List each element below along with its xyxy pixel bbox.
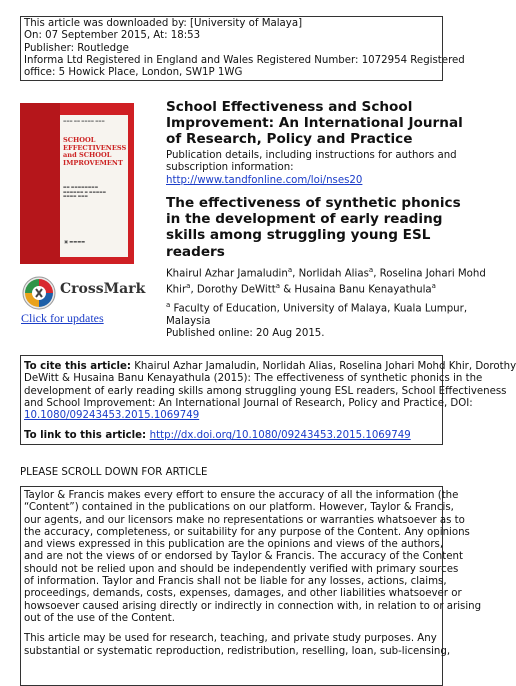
office-address: office: 5 Howick Place, London, SW1P 1WG [24, 67, 243, 79]
disclaimer-para: This article may be used for research, teaching, and private study purposes. Any substantial or systematic reproduction, redistribution, reselling, loan, sub-licensing, [24, 633, 451, 657]
affiliation: $^a$ Faculty of Education, University of Malaya, Kuala Lumpur, [166, 301, 468, 315]
citation-box [20, 355, 516, 445]
article-title: The effectiveness of synthetic phonics in the development of early reading skills among struggling young ESL readers [166, 194, 461, 260]
journal-title-line: Improvement: An International Journal [166, 115, 463, 131]
registration: Informa Ltd Registered in England and Wales Registered Number: 1072954 Registered [24, 54, 465, 66]
authors-line: Khairul Azhar Jamaludin$^a$, Norlidah Alias$^a$, Roselina Johari Mohd [166, 265, 486, 280]
click-for-updates-link[interactable]: Click for updates [21, 311, 104, 325]
journal-title-line: of Research, Policy and Practice [166, 131, 413, 147]
journal-title-line: School Effectiveness and School [166, 99, 413, 115]
disclaimer-para: Taylor & Francis makes every effort to ensure the accuracy of all the information (the “Content”) contained in the publications on our platform. However, Taylor & Francis, our agents, and our licensors make no representations or warranties whatsoever as to the accuracy, completeness, or suitability for any purpose of the Content. Any opinions and views expressed in this publication are the opinions and views of the authors, and are not the views of or endorsed by Taylor & Francis. The accuracy of the Content should not be relied upon and should be independently verified with primary sources of information. Taylor and Francis shall not be liable for any losses, actions, claims, proceedings, demands, costs, expenses, damages, and other liabilities whatsoever or howsoever caused arising directly or indirectly in connection with, in relation to or arising out of the use of the Content. [24, 490, 482, 624]
cover-subtitle: ▬▬ ▬▬▬▬▬▬▬▬ ▬▬▬▬▬▬ ▬ ▬▬▬▬▬ ▬▬▬▬ ▬▬▬ [63, 185, 107, 199]
scroll-down-notice: PLEASE SCROLL DOWN FOR ARTICLE [20, 467, 208, 478]
cover-strip [20, 103, 60, 264]
cover-publisher-logo: ▣ ▬▬▬▬ [64, 239, 86, 244]
download-line: This article was downloaded by: [University of Malaya] [24, 18, 303, 29]
authors-line: Khir$^a$, Dorothy DeWitt$^a$ & Husaina Banu Kenayathula$^a$ [166, 282, 436, 296]
article-header [166, 99, 486, 340]
doi-link[interactable]: 10.1080/09243453.2015.1069749 [24, 410, 200, 422]
publisher: Publisher: Routledge [24, 42, 129, 54]
published-online: Published online: 20 Aug 2015. [166, 328, 325, 340]
link-label: To link to this article: [24, 430, 150, 442]
article-url-link[interactable]: http://dx.doi.org/10.1080/09243453.2015.1069749 [149, 430, 411, 442]
citation-line: To cite this article: Khairul Azhar Jamaludin, Norlidah Alias, Roselina Johari Mohd Khir, Dorothy [24, 361, 516, 372]
crossmark-icon[interactable] [22, 276, 56, 310]
disclaimer-box [20, 486, 482, 686]
crossmark-label[interactable]: CrossMark [60, 281, 146, 297]
publication-details: Publication details, including instructions for authors and [166, 150, 457, 161]
citation-line: development of early reading skills among struggling young ESL readers, School Effectiveness [24, 385, 507, 397]
cover-title: SCHOOL EFFECTIVENESS and SCHOOL IMPROVEMENT [63, 136, 127, 167]
citation-line: DeWitt & Husaina Banu Kenayathula (2015): The effectiveness of synthetic phonics in the [24, 373, 483, 385]
download-date: On: 07 September 2015, At: 18:53 [24, 30, 201, 42]
cite-label: To cite this article: [24, 361, 131, 372]
link-line [24, 430, 439, 442]
cover-topline: ▬▬▬ ▬▬ ▬▬▬▬ ▬▬▬ [63, 119, 105, 123]
journal-url-link[interactable]: http://www.tandfonline.com/loi/nses20 [166, 174, 363, 186]
publication-details: subscription information: [166, 162, 294, 174]
journal-cover [20, 103, 134, 264]
cover-panel [60, 115, 128, 257]
affiliation-country: Malaysia [166, 315, 211, 327]
citation-line: and School Improvement: An International Journal of Research, Policy and Practice, DOI: [24, 397, 473, 409]
download-info-box [20, 16, 465, 81]
